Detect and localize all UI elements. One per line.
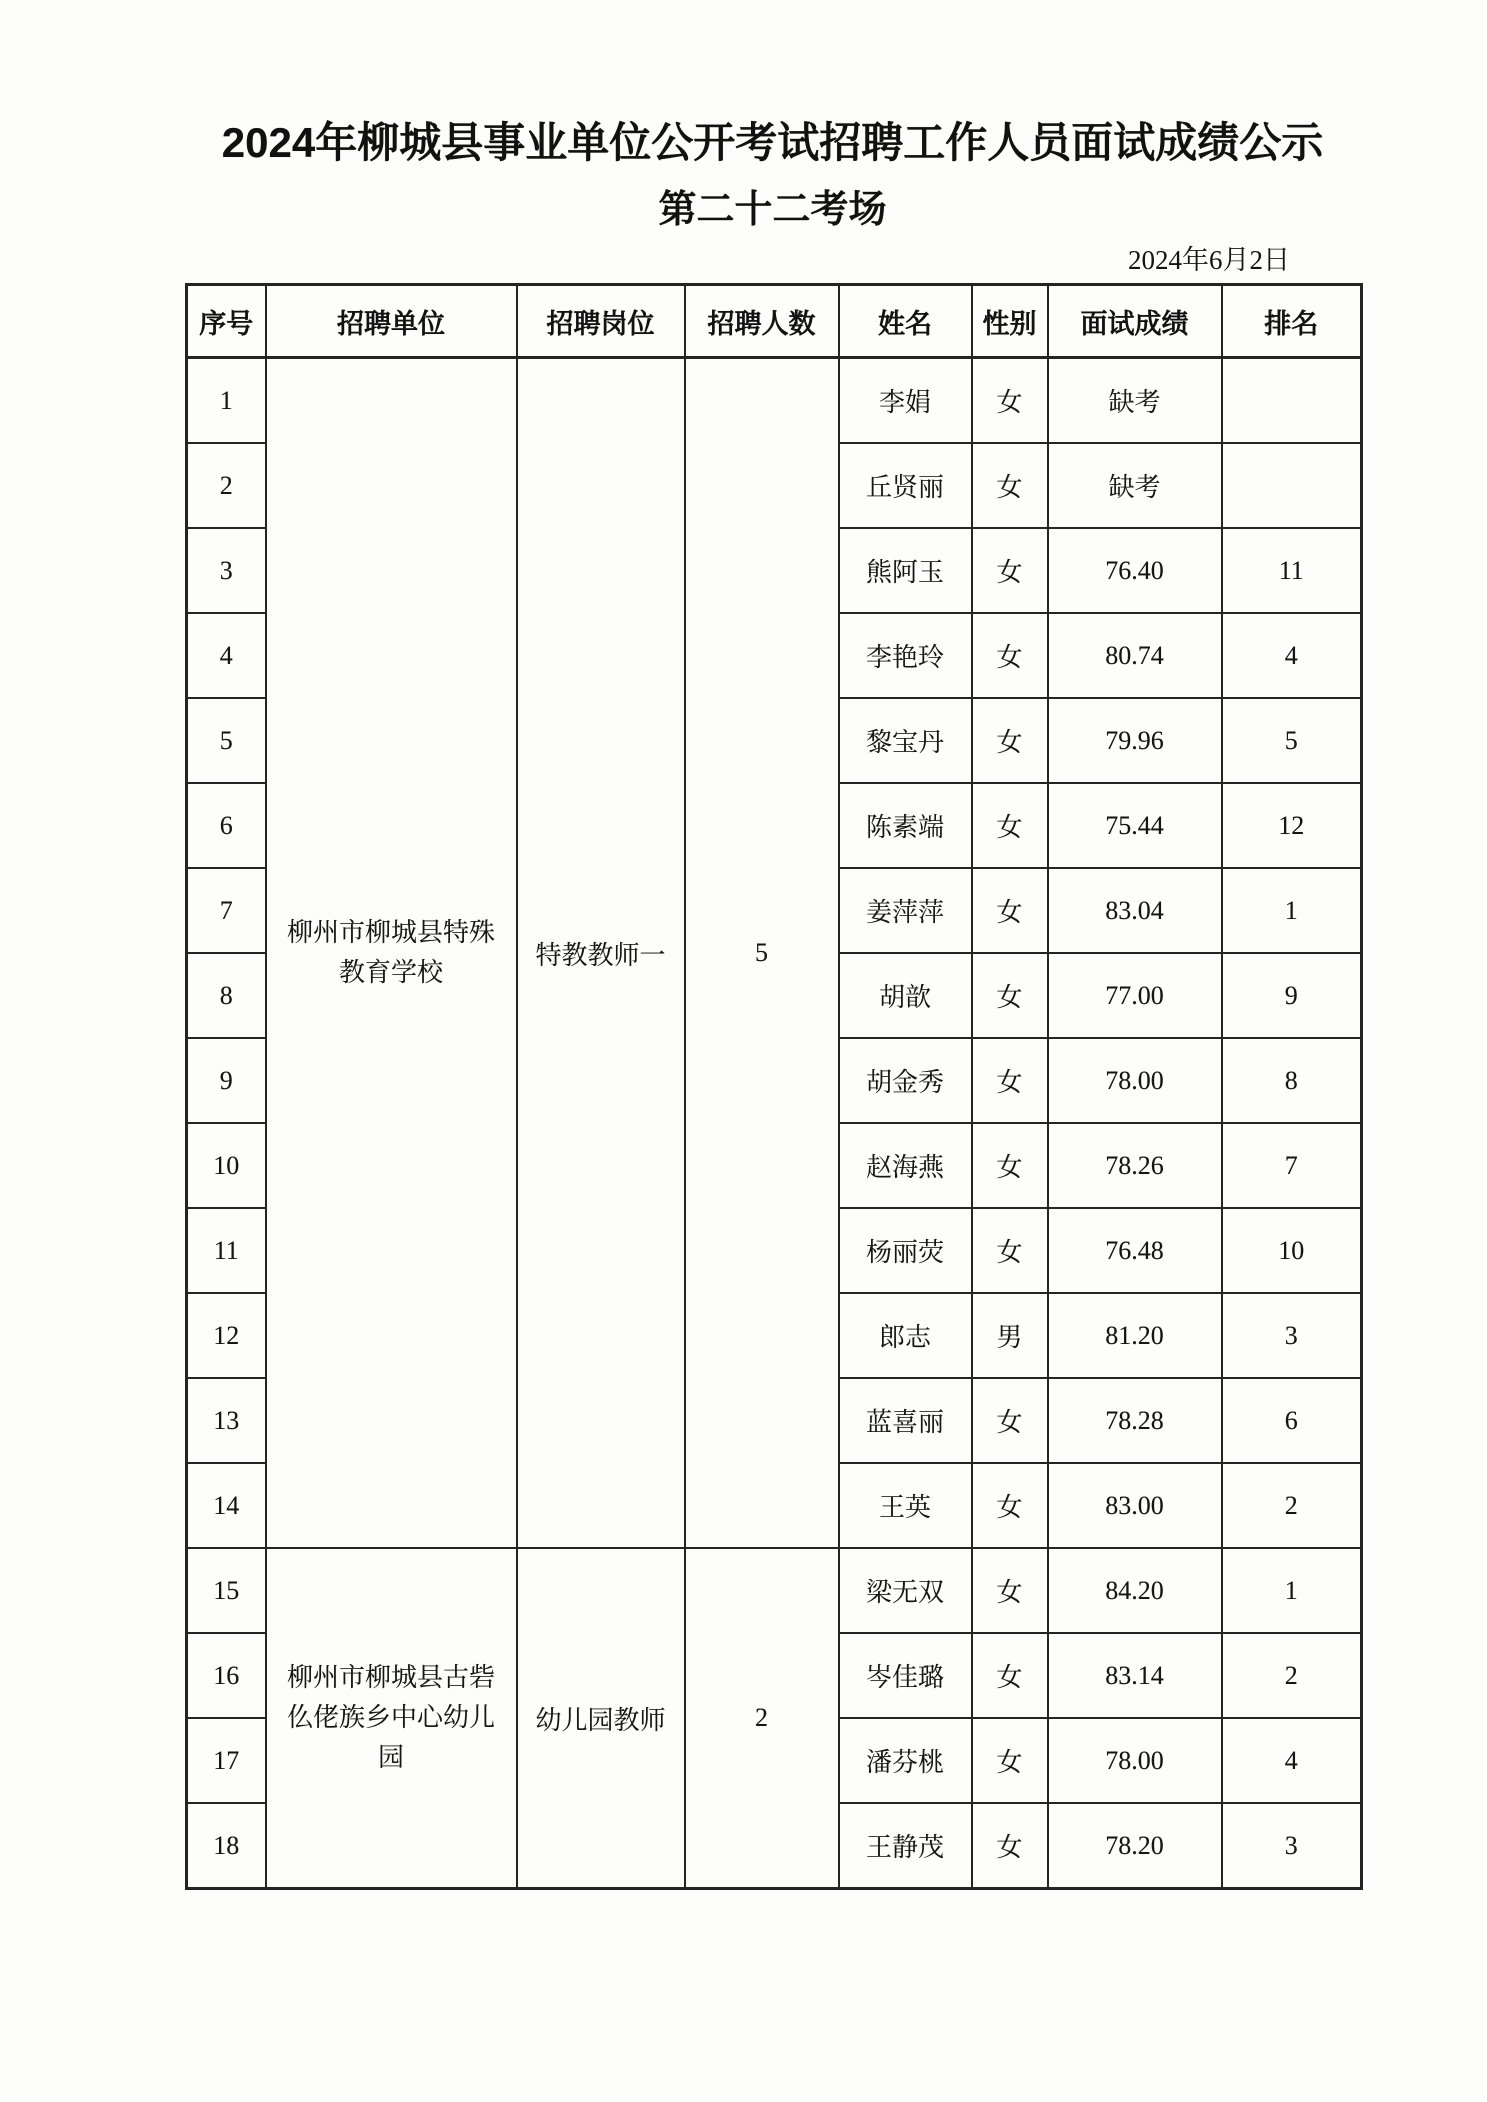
cell-score: 缺考 [1048,443,1222,528]
cell-score: 76.48 [1048,1208,1222,1293]
header-cell-recruit-count: 招聘人数 [685,285,839,358]
cell-name: 王英 [839,1463,972,1548]
cell-unit: 柳州市柳城县古砦仫佬族乡中心幼儿园 [266,1548,517,1889]
cell-rank: 9 [1222,953,1362,1038]
cell-rank: 4 [1222,1718,1362,1803]
results-table-body [187,358,1362,1889]
cell-no: 10 [187,1123,266,1208]
cell-name: 李艳玲 [839,613,972,698]
cell-score: 78.00 [1048,1038,1222,1123]
header-cell-name: 姓名 [839,285,972,358]
cell-name: 赵海燕 [839,1123,972,1208]
page-title: 2024年柳城县事业单位公开考试招聘工作人员面试成绩公示 [221,119,1324,166]
cell-score: 缺考 [1048,358,1222,444]
cell-no: 3 [187,528,266,613]
header-cell-position: 招聘岗位 [517,285,685,358]
cell-rank: 11 [1222,528,1362,613]
cell-gender: 女 [972,1208,1048,1293]
header-cell-gender: 性别 [972,285,1048,358]
cell-score: 80.74 [1048,613,1222,698]
cell-gender: 女 [972,358,1048,444]
cell-name: 潘芬桃 [839,1718,972,1803]
cell-rank: 7 [1222,1123,1362,1208]
results-table [185,283,1363,1890]
cell-gender: 女 [972,1633,1048,1718]
cell-rank: 12 [1222,783,1362,868]
cell-gender: 女 [972,1378,1048,1463]
cell-recruit-count: 5 [685,358,839,1549]
cell-score: 78.26 [1048,1123,1222,1208]
date-row [185,247,1360,274]
cell-gender: 女 [972,698,1048,783]
cell-name: 黎宝丹 [839,698,972,783]
cell-no: 14 [187,1463,266,1548]
cell-no: 8 [187,953,266,1038]
cell-gender: 女 [972,1038,1048,1123]
cell-score: 83.04 [1048,868,1222,953]
cell-no: 7 [187,868,266,953]
cell-rank: 5 [1222,698,1362,783]
cell-rank: 1 [1222,868,1362,953]
cell-rank: 1 [1222,1548,1362,1633]
cell-no: 9 [187,1038,266,1123]
cell-name: 梁无双 [839,1548,972,1633]
cell-no: 5 [187,698,266,783]
cell-rank: 4 [1222,613,1362,698]
cell-score: 78.28 [1048,1378,1222,1463]
cell-gender: 女 [972,1718,1048,1803]
cell-name: 丘贤丽 [839,443,972,528]
cell-rank: 8 [1222,1038,1362,1123]
cell-rank: 2 [1222,1633,1362,1718]
cell-gender: 女 [972,443,1048,528]
cell-name: 陈素端 [839,783,972,868]
cell-no: 13 [187,1378,266,1463]
header-cell-rank: 排名 [1222,285,1362,358]
cell-no: 18 [187,1803,266,1889]
header-row [187,285,1362,358]
cell-name: 蓝喜丽 [839,1378,972,1463]
cell-rank: 2 [1222,1463,1362,1548]
cell-no: 2 [187,443,266,528]
cell-recruit-count: 2 [685,1548,839,1889]
cell-score: 76.40 [1048,528,1222,613]
table-row [187,1548,1362,1633]
cell-rank: 3 [1222,1803,1362,1889]
cell-gender: 女 [972,528,1048,613]
exam-room-subtitle: 第二十二考场 [658,189,887,232]
cell-no: 17 [187,1718,266,1803]
cell-name: 胡歆 [839,953,972,1038]
cell-name: 胡金秀 [839,1038,972,1123]
cell-gender: 女 [972,1548,1048,1633]
cell-score: 81.20 [1048,1293,1222,1378]
cell-rank: 6 [1222,1378,1362,1463]
document-content [185,0,1360,1890]
cell-no: 16 [187,1633,266,1718]
cell-gender: 女 [972,868,1048,953]
cell-no: 12 [187,1293,266,1378]
cell-position: 特教教师一 [517,358,685,1549]
cell-position: 幼儿园教师 [517,1548,685,1889]
cell-name: 李娟 [839,358,972,444]
cell-rank: 10 [1222,1208,1362,1293]
cell-gender: 女 [972,783,1048,868]
cell-rank [1222,358,1362,444]
header-cell-no: 序号 [187,285,266,358]
cell-no: 1 [187,358,266,444]
cell-score: 83.14 [1048,1633,1222,1718]
cell-gender: 女 [972,1123,1048,1208]
header-cell-score: 面试成绩 [1048,285,1222,358]
cell-score: 79.96 [1048,698,1222,783]
cell-unit: 柳州市柳城县特殊教育学校 [266,358,517,1549]
header-cell-unit: 招聘单位 [266,285,517,358]
cell-name: 郎志 [839,1293,972,1378]
cell-no: 6 [187,783,266,868]
cell-no: 4 [187,613,266,698]
cell-rank: 3 [1222,1293,1362,1378]
cell-no: 15 [187,1548,266,1633]
cell-name: 杨丽荧 [839,1208,972,1293]
cell-gender: 女 [972,613,1048,698]
cell-score: 83.00 [1048,1463,1222,1548]
cell-name: 姜萍萍 [839,868,972,953]
cell-no: 11 [187,1208,266,1293]
cell-name: 熊阿玉 [839,528,972,613]
cell-score: 75.44 [1048,783,1222,868]
cell-score: 78.20 [1048,1803,1222,1889]
cell-gender: 男 [972,1293,1048,1378]
cell-rank [1222,443,1362,528]
document-date: 2024年6月2日 [1128,245,1290,276]
table-row [187,358,1362,444]
cell-gender: 女 [972,1463,1048,1548]
cell-score: 77.00 [1048,953,1222,1038]
cell-gender: 女 [972,953,1048,1038]
cell-name: 王静茂 [839,1803,972,1889]
cell-score: 78.00 [1048,1718,1222,1803]
cell-score: 84.20 [1048,1548,1222,1633]
cell-gender: 女 [972,1803,1048,1889]
cell-name: 岑佳璐 [839,1633,972,1718]
